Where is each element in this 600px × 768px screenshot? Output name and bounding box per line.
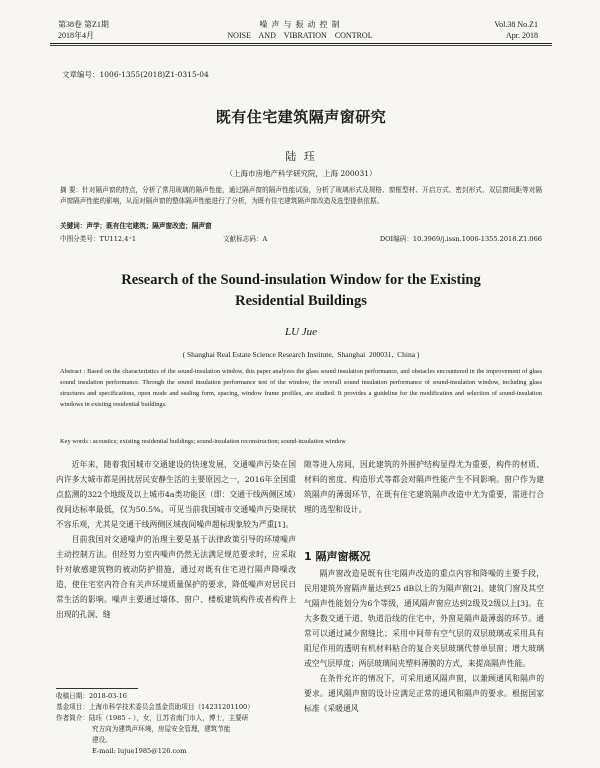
header-rule-thin: [50, 45, 552, 46]
journal-name-zh: 噪 声 与 振 动 控 制: [259, 20, 341, 29]
title-en-line1: Research of the Sound-insulation Window for the Existing: [121, 272, 481, 288]
journal-name-en: NOISE AND VIBRATION CONTROL: [227, 31, 373, 40]
body-right-intro: [304, 457, 544, 517]
journal-date: 2018年4月: [58, 31, 94, 40]
affiliation-zh: （上海市房地产科学研究院，上海 200031）: [225, 169, 377, 178]
section-1-heading: 1 隔声窗概况: [304, 550, 371, 563]
received-date: 收稿日期：2018-03-16: [56, 692, 127, 700]
abstract-en: Abstract : Based on the characteristics of the sound-insulation window, this paper analyzes the glass sound insulation performance, and obstacles encountered in the improvement of glass sound insulation performance. Through the sound insulation performance test of the window, the overall sound insulation performance of sound-insulation window, including glass structures and specifications, open mode and sealing form, spacing, window frame profiles, are studied. It provides a guideline for the modification and selection of sound-insulation windows in existing residential buildings.: [60, 368, 542, 408]
body-left-paragraph-2: 目前我国对交通噪声的治理主要是基于法律政策引导的环境噪声主动控制方法。但经努力室内噪声仍然无法满足规范要求时，应采取针对敏感建筑物的被动防护措施，通过对既有住宅进行隔声降噪改造，使住宅室内符合有关声环境质量保护的要求，降低噪声对居民日常生活的影响。噪声主要通过墙体、窗户、楼板建筑构件或者构件上出现的孔洞、缝: [56, 535, 296, 619]
title-en-line2: Residential Buildings: [235, 293, 367, 309]
clc-number: 中图分类号：TU112.4⁺1: [60, 235, 137, 243]
title-zh: 既有住宅建筑隔声窗研究: [215, 108, 387, 126]
doi-code: DOI编码：10.3969/j.issn.1006-1355.2018.Z1.066: [379, 235, 542, 243]
affiliation-en: ( Shanghai Real Estate Science Research Institute, Shanghai 200031, China ): [182, 350, 420, 359]
meta-row: [60, 234, 542, 245]
body-right-paragraph-1: 隔声窗改造是既有住宅隔声改造的重点内容和降噪的主要手段，民用建筑外窗隔声量达到25 dB以上的为隔声窗[2]。建筑门窗及其空气隔声性能划分为6个等级，通风隔声窗应达到2级及2级以上[3]。在大多数交通干道、轨道沿线的住宅中，外窗是隔声最薄弱的环节。通常可以通过减少窗缝比；采用中间带有空气层的双层玻璃或采用具有阻尼作用的透明有机材料粘合的复合夹层玻璃代替单层窗；增大玻璃或空气层厚度；两层玻璃间夹塑料薄膜的方式，来提高隔声性能。: [304, 569, 544, 668]
journal-date-en: Apr. 2018: [506, 31, 538, 40]
abstract-zh: 摘 要：针对隔声窗的特点，分析了常用玻璃的隔声性能，通过隔声窗的隔声性能试验，分析了玻璃形式及规格、窗框型材、开启方式、密封形式、双层窗间距等对隔声窗隔声性能的影响，从而对隔声窗的整体隔声性能进行了分析，为既有住宅建筑隔声窗改造及选型提供依据。: [60, 186, 542, 205]
author-zh: 陆 珏: [285, 150, 317, 163]
author-bio-line1: 作者简介：陆珏（1985 – ），女，江苏省南门市人，博士，主要研: [56, 714, 249, 722]
author-en: LU Jue: [284, 326, 318, 338]
journal-volume-en: Vol.38 No.Z1: [494, 20, 538, 29]
body-left-column: [56, 457, 296, 622]
body-right-paragraph-2: 在条件允许的情况下，可采用通风隔声窗，以兼顾通风和隔声的要求。通风隔声窗的设计应满足正常的通风和隔声的要求。根据国家标准《采暖通风: [304, 674, 544, 713]
body-left-paragraph-1: 近年来，随着我国城市交通建设的快速发展，交通噪声污染在国内许多大城市都是困扰居民安静生活的主要原因之一，2016年全国重点监测的322个地级及以上城市4a类功能区（即：交通干线两侧区域）夜间达标率最低，仅为50.5%。可见当前我国城市交通噪声污染现状不容乐观，尤其是交通干线两侧区域夜间噪声超标现象较为严重[1]。: [56, 460, 296, 529]
footnote-rule: [56, 688, 138, 689]
body-right-paragraph-0: 隙等进入房间，因此建筑的外围护结构显得尤为重要，构件的材质、材料的密度、构造形式等都会对隔声性能产生不同影响。窗户作为建筑隔声的薄弱环节，在既有住宅建筑隔声改造中尤为重要，需进行合理的选型和设计。: [304, 460, 544, 514]
article-number: 文章编号：1006-1355(2018)Z1-0315-04: [62, 70, 209, 79]
keywords-zh: 关键词：声学；既有住宅建筑；隔声窗改造；隔声窗: [60, 222, 212, 230]
author-bio-line3: 建设。: [92, 736, 112, 744]
header-rule: [50, 43, 552, 44]
document-code: 文献标志码：A: [223, 235, 268, 243]
body-right-section-1: [304, 566, 544, 716]
keywords-en: Key words : acoustics; existing residential buildings; sound-insulation reconstruction; sound-insulation window: [60, 438, 346, 445]
journal-volume: 第38卷 第Z1期: [58, 20, 109, 29]
footnotes: [56, 691, 306, 757]
funding-info: 基金项目：上海市科学技术委员会基金资助项目（14231201100）: [56, 703, 254, 711]
author-email: E-mail: lujue1985@126.com: [92, 747, 187, 755]
author-bio-line2: 究方向为建筑声环境，房屋安全管理，建筑节能: [92, 725, 231, 733]
